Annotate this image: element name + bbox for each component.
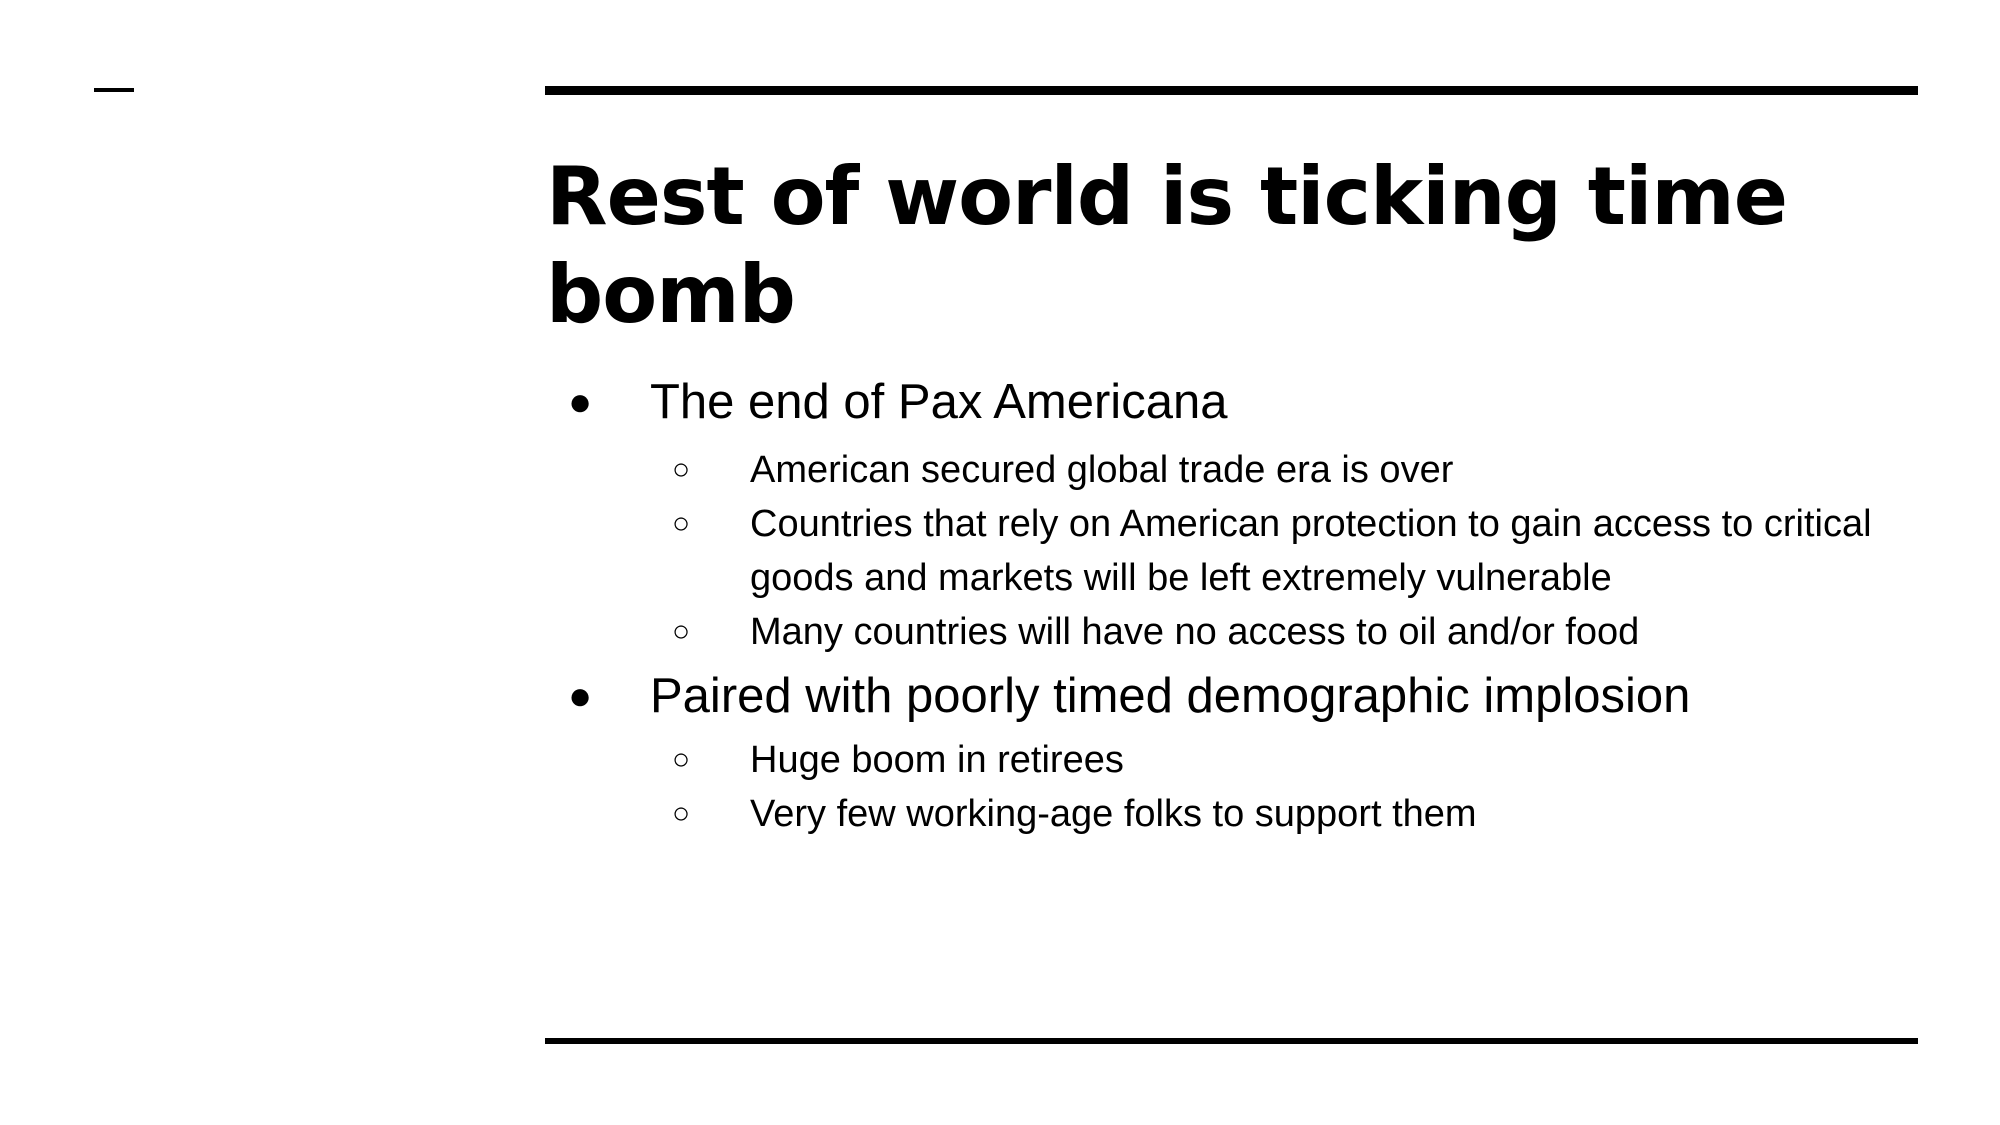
sub-bullet-text: Huge boom in retirees — [750, 739, 1124, 781]
hollow-bullet-icon: ○ — [672, 453, 691, 486]
sub-bullet-item — [546, 497, 1926, 605]
bullet-list — [546, 365, 1926, 841]
bullet-text: The end of Pax Americana — [650, 375, 1228, 429]
bullet-item — [546, 659, 1926, 733]
sub-bullet-text: Very few working-age folks to support them — [750, 793, 1477, 835]
sub-bullet-item — [546, 787, 1926, 841]
bottom-rule — [545, 1038, 1918, 1044]
hollow-bullet-icon: ○ — [672, 797, 691, 830]
bullet-item — [546, 365, 1926, 439]
sub-bullet-item — [546, 443, 1926, 497]
filled-bullet-icon: ● — [568, 674, 593, 718]
sub-bullet-text: American secured global trade era is over — [750, 449, 1454, 491]
top-rule — [545, 86, 1918, 95]
sub-bullet-item — [546, 733, 1926, 787]
hollow-bullet-icon: ○ — [672, 743, 691, 776]
sub-bullet-item — [546, 605, 1926, 659]
hollow-bullet-icon: ○ — [672, 507, 691, 540]
sub-bullet-text: Countries that rely on American protection to gain access to critical goods and markets will be left extremely vulnerable — [750, 503, 1872, 599]
slide-title: Rest of world is ticking time bomb — [546, 150, 1787, 341]
filled-bullet-icon: ● — [568, 380, 593, 424]
corner-dash-decoration — [94, 88, 134, 92]
bullet-text: Paired with poorly timed demographic implosion — [650, 669, 1691, 723]
hollow-bullet-icon: ○ — [672, 615, 691, 648]
sub-bullet-text: Many countries will have no access to oil and/or food — [750, 611, 1640, 653]
